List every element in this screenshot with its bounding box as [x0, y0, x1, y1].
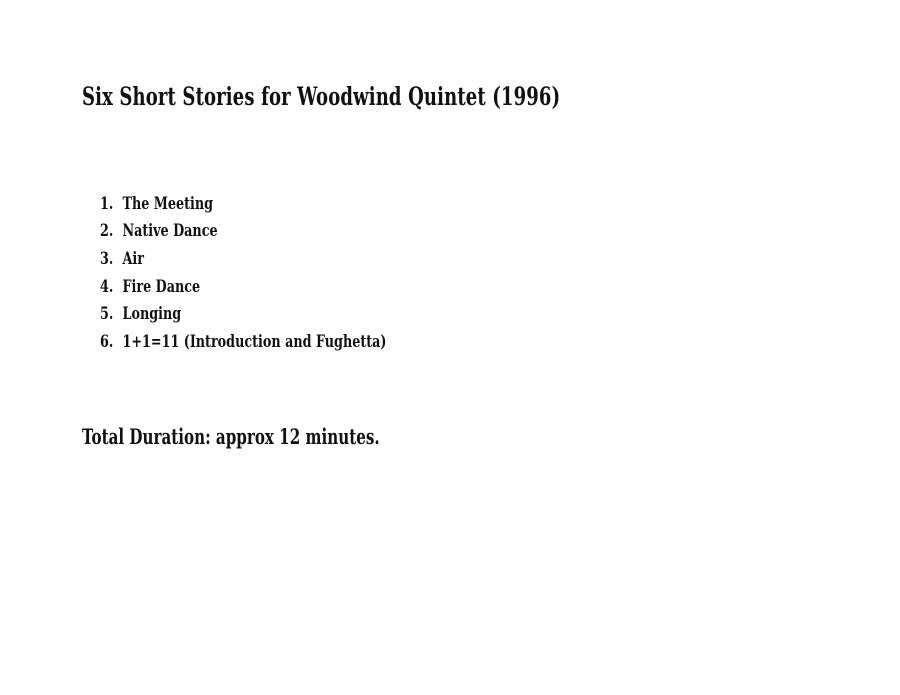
list-item-label: Longing	[122, 304, 182, 325]
total-duration: Total Duration: approx 12 minutes.	[82, 424, 380, 449]
list-item	[100, 328, 386, 356]
list-item-number: 2.	[100, 221, 114, 242]
list-item-label: 1+1=11 (Introduction and Fughetta)	[122, 331, 387, 352]
page-title: Six Short Stories for Woodwind Quintet (1996)	[82, 82, 561, 111]
movement-list	[100, 190, 482, 356]
list-item-label: The Meeting	[122, 193, 214, 214]
list-item-number: 4.	[100, 276, 114, 297]
list-item-label: Native Dance	[122, 221, 218, 242]
list-item-number: 6.	[100, 331, 114, 352]
list-item-number: 5.	[100, 304, 114, 325]
list-item-number: 1.	[100, 193, 114, 214]
list-item	[100, 273, 386, 301]
list-item	[100, 300, 386, 328]
list-item-label: Air	[122, 248, 144, 269]
list-item	[100, 218, 386, 246]
list-item-label: Fire Dance	[122, 276, 201, 297]
list-item-number: 3.	[100, 248, 114, 269]
list-item	[100, 245, 386, 273]
list-item	[100, 190, 386, 218]
